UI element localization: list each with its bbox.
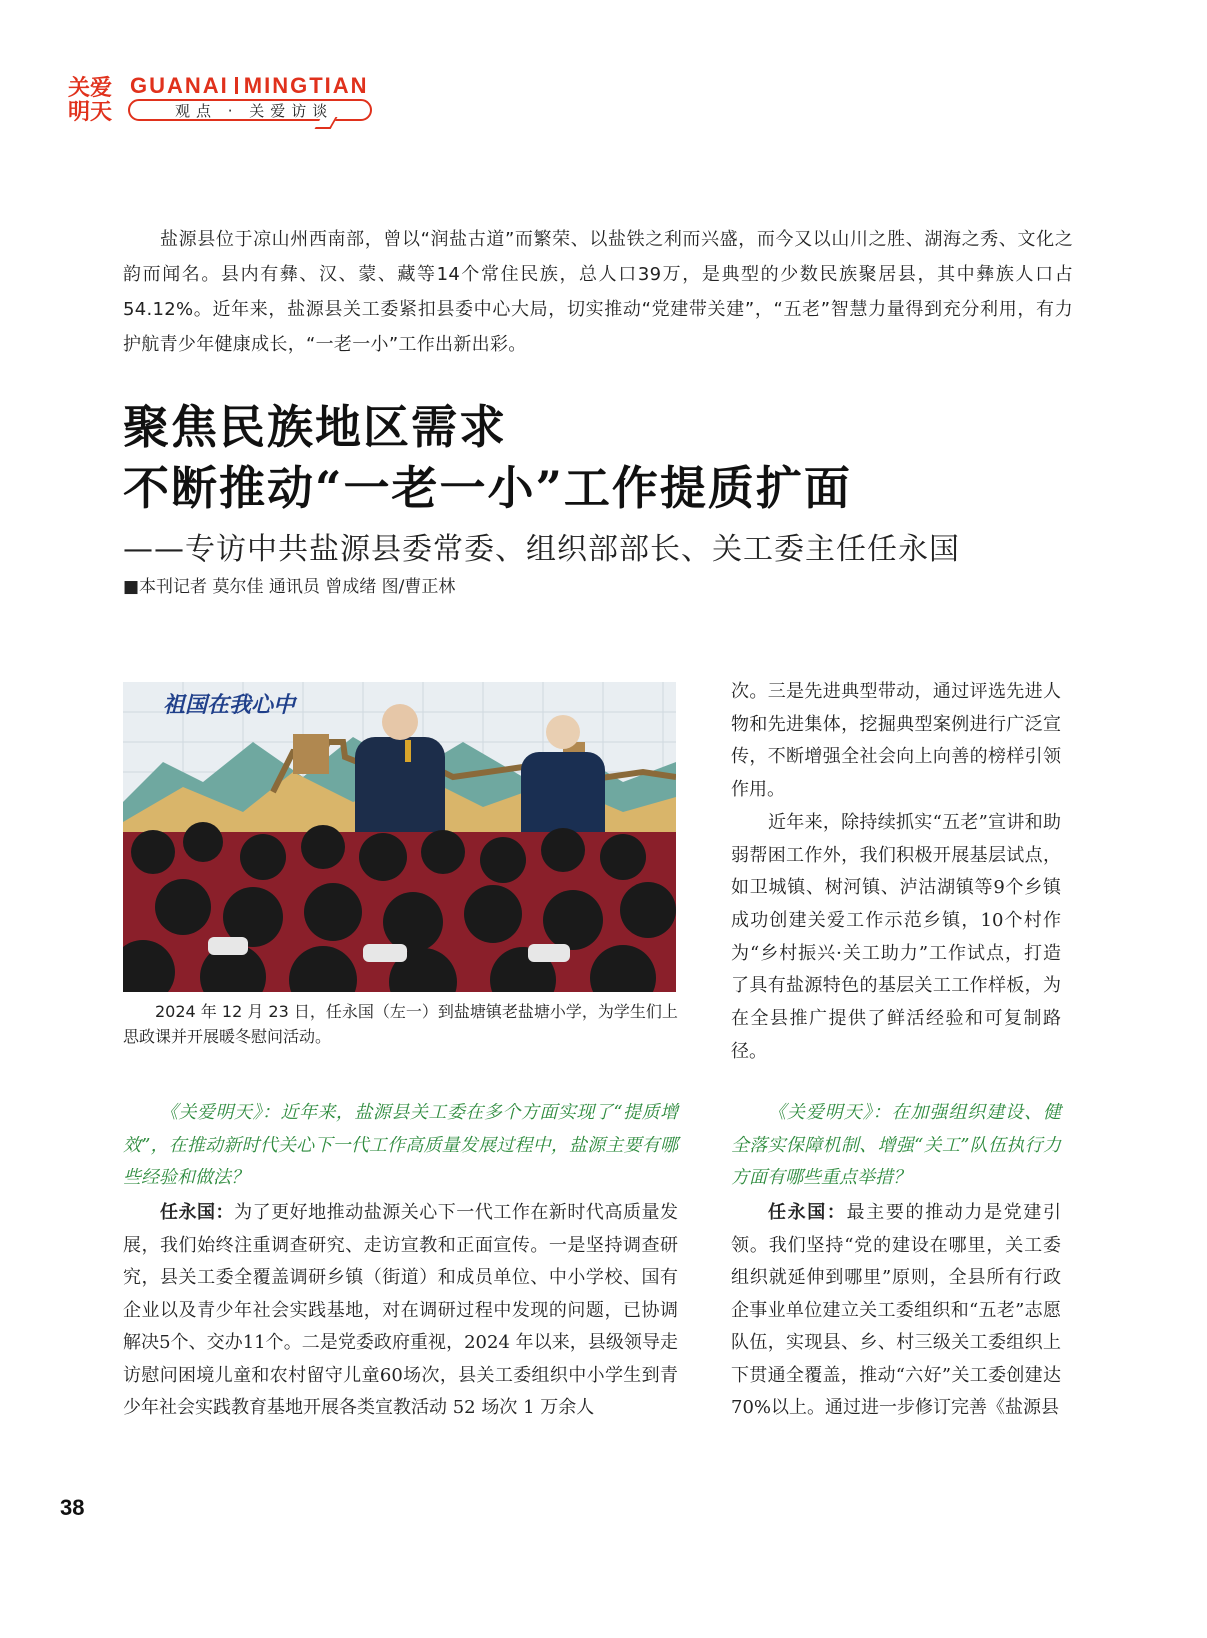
question-1-text: 近年来，盐源县关工委在多个方面实现了“提质增效”，在推动新时代关心下一代工作高质量发展过程中，盐源主要有哪些经验和做法？ [123,1102,679,1188]
answer-1 [123,1197,678,1425]
photo-banner-text: 祖国在我心中 [163,692,296,718]
photo-caption: 2024 年 12 月 23 日，任永国（左一）到盐塘镇老盐塘小学，为学生们上思政课并开展暖冬慰问活动。 [123,1002,678,1046]
right-paragraph-1: 次。三是先进典型带动，通过评选先进人物和先进集体，挖掘典型案例进行广泛宣传，不断增强全社会向上向善的榜样引领作用。 [731,681,1061,801]
right-column-top [731,676,1061,1068]
logo-separator [235,77,238,94]
question-2-text: 在加强组织建设、健全落实保障机制、增强“关工”队伍执行力方面有哪些重点举措？ [731,1102,1062,1188]
answer-2-text: 最主要的推动力是党建引领。我们坚持“党的建设在哪里，关工委组织就延伸到哪里”原则，全县所有行政企事业单位建立关工委组织和“五老”志愿队伍，实现县、乡、村三级关工委组织上下贯通全覆盖，推动“六好”关工委创建达70%以上。通过进一步修订完善《盐源县 [731,1202,1062,1418]
title-line-1: 聚焦民族地区需求 [123,400,507,454]
answer-2-speaker: 任永国： [768,1202,847,1223]
answer-2 [731,1197,1061,1425]
photo-illustration [123,682,676,992]
question-2-source: 《关爱明天》： [768,1102,892,1123]
byline: ■本刊记者 莫尔佳 通讯员 曾成绪 图/曹正林 [123,577,456,597]
question-1-source: 《关爱明天》： [160,1102,281,1123]
logo-english-right: MINGTIAN [243,73,369,98]
section-label: 观点 · 关爱访谈 [175,102,334,120]
question-1 [123,1097,678,1195]
title-line-2: 不断推动“一老一小”工作提质扩面 [123,461,852,515]
page-number: 38 [60,1495,85,1520]
intro-paragraph: 盐源县位于凉山州西南部，曾以“润盐古道”而繁荣、以盐铁之利而兴盛，而今又以山川之胜、湖海之秀、文化之韵而闻名。县内有彝、汉、蒙、藏等14个常住民族，总人口39万，是典型的少数民族聚居县，其中彝族人口占54.12%。近年来，盐源县关工委紧扣县委中心大局，切实推动“党建带关建”，“五老”智慧力量得到充分利用，有力护航青少年健康成长，“一老一小”工作出新出彩。 [123,229,1073,355]
subtitle: ——专访中共盐源县委常委、组织部部长、关工委主任任永国 [123,532,960,567]
right-paragraph-2: 近年来，除持续抓实“五老”宣讲和助弱帮困工作外，我们积极开展基层试点，如卫城镇、树河镇、泸沽湖镇等9个乡镇成功创建关爱工作示范乡镇，10个村作为“乡村振兴·关工助力”工作试点，打造了具有盐源特色的基层关工工作样板，为在全县推广提供了鲜活经验和可复制路径。 [731,811,1061,1062]
answer-1-text: 为了更好地推动盐源关心下一代工作在新时代高质量发展，我们始终注重调查研究、走访宣教和正面宣传。一是坚持调查研究，县关工委全覆盖调研乡镇（街道）和成员单位、中小学校、国有企业以及青少年社会实践基地，对在调研过程中发现的问题，已协调解决5个、交办11个。二是党委政府重视，2024 年以来，县级领导走访慰问困境儿童和农村留守儿童60场次，县关工委组织中小学生到青少年社会实践教育基地开展各类宣教活动 52 场次 1 万余人 [123,1202,679,1418]
logo-chinese: 关爱明天 [68,76,113,125]
question-2 [731,1097,1061,1195]
answer-1-speaker: 任永国： [160,1202,235,1223]
logo-english-left: GUANAI [130,73,229,98]
article-photo [123,682,676,992]
logo-english [130,73,369,99]
